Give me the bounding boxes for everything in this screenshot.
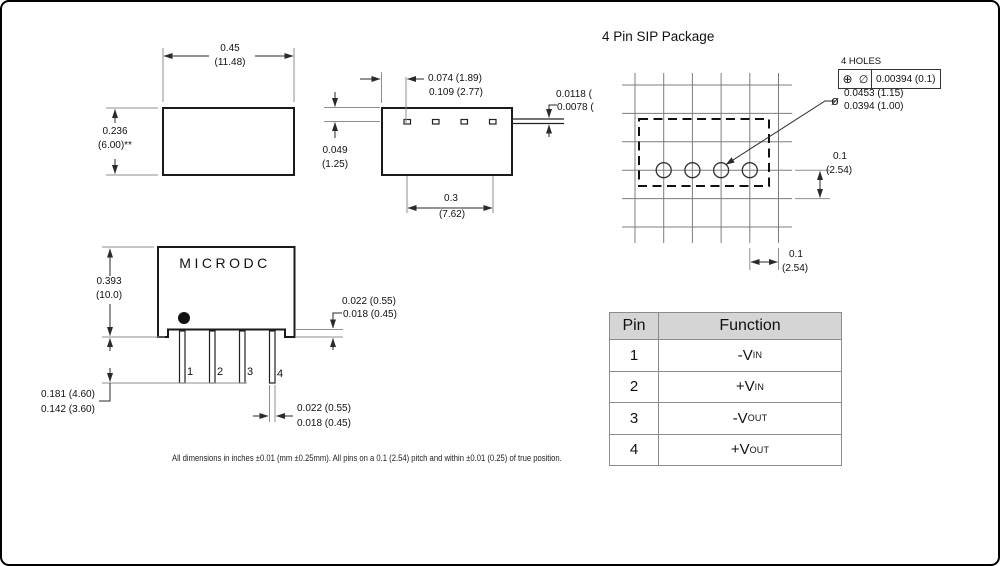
pin-length-dim-max: 0.181 (4.60) <box>41 389 95 400</box>
pin-number-1: 1 <box>187 366 194 378</box>
function-column-header: Function <box>658 313 841 339</box>
pin-inset-dim-min: 0.109 (2.77) <box>429 87 483 98</box>
body-height-dim-mm: (10.0) <box>95 290 123 301</box>
pin-number-3: 3 <box>247 366 254 378</box>
pin1-indicator-dot <box>178 312 190 324</box>
pcb-grid <box>622 73 792 243</box>
holes-count-label: 4 HOLES <box>841 56 882 67</box>
function-cell <box>658 403 841 434</box>
standoff-dim-min: 0.018 (0.45) <box>343 309 397 320</box>
function-cell <box>658 435 841 466</box>
function-subscript: OUT <box>747 413 768 424</box>
page-title: 4 Pin SIP Package <box>602 29 715 44</box>
pin-width-dim-min: 0.018 (0.45) <box>297 418 351 429</box>
pin-function-table <box>609 312 842 466</box>
pin-cell: 1 <box>629 346 639 364</box>
pin-cell: 2 <box>629 378 639 396</box>
pin-column-header: Pin <box>622 317 646 334</box>
hole-diameter-icon: ø <box>831 93 839 108</box>
edge-gap-dim-mm: (1.25) <box>321 159 349 170</box>
bottom-view-outline <box>382 108 564 175</box>
function-subscript: OUT <box>749 444 770 455</box>
function-sign: +V <box>735 378 755 396</box>
pin-inset-dim-max: 0.074 (1.89) <box>428 73 482 84</box>
table-header-row <box>610 313 841 339</box>
pitch-bottom-dim-mm: (2.54) <box>782 263 809 274</box>
true-position-icon: ⊕ <box>842 72 853 86</box>
pin-thickness-dim-min: 0.0078 ( <box>557 102 594 113</box>
pin-width-dim-max: 0.022 (0.55) <box>297 403 351 414</box>
pin-cell: 3 <box>629 409 639 427</box>
table-row <box>610 434 841 466</box>
side-height-dim-mm: (6.00)** <box>98 140 132 151</box>
function-cell <box>658 340 841 371</box>
pitch-right-dim-mm: (2.54) <box>826 165 853 176</box>
pin-number-4: 4 <box>277 368 284 380</box>
standoff-dim-max: 0.022 (0.55) <box>342 296 396 307</box>
function-sign: -V <box>732 409 748 427</box>
function-sign: -V <box>737 346 753 364</box>
pitch-right-dim: 0.1 <box>833 151 847 162</box>
pin-length-dim-min: 0.142 (3.60) <box>41 404 95 415</box>
hole-leader-arrow <box>726 101 835 165</box>
table-row <box>610 339 841 371</box>
function-cell <box>658 372 841 403</box>
side-width-dim: 0.45 <box>220 43 240 54</box>
edge-gap-dim: 0.049 <box>322 145 348 156</box>
side-width-dim-mm: (11.48) <box>214 57 246 68</box>
pin-span-dim: 0.3 <box>444 193 458 204</box>
position-tolerance-value: 0.00394 (0.1) <box>871 70 940 88</box>
diameter-icon: ∅ <box>858 73 869 86</box>
pitch-bottom-dim: 0.1 <box>789 249 803 260</box>
dimension-note: All dimensions in inches ±0.01 (mm ±0.25mm). All pins on a 0.1 (2.54) pitch and within ±0.01 (0.25) of true position. <box>172 453 562 463</box>
hole-diameter-max: 0.0453 (1.15) <box>844 88 904 99</box>
table-row <box>610 371 841 403</box>
table-row <box>610 402 841 434</box>
feature-control-frame <box>838 69 941 89</box>
body-height-dim: 0.393 <box>96 276 122 287</box>
function-subscript: IN <box>752 350 763 361</box>
side-height-dim: 0.236 <box>102 126 128 137</box>
pin-span-dim-mm: (7.62) <box>438 209 466 220</box>
function-subscript: IN <box>754 381 765 392</box>
side-view-outline <box>163 108 294 175</box>
brand-marking: MICRODC <box>179 255 271 271</box>
pin-number-2: 2 <box>217 366 224 378</box>
pin-cell: 4 <box>629 441 639 459</box>
pin-thickness-dim-max: 0.0118 ( <box>556 89 592 100</box>
function-sign: +V <box>730 441 750 459</box>
hole-diameter-min: 0.0394 (1.00) <box>844 101 904 112</box>
